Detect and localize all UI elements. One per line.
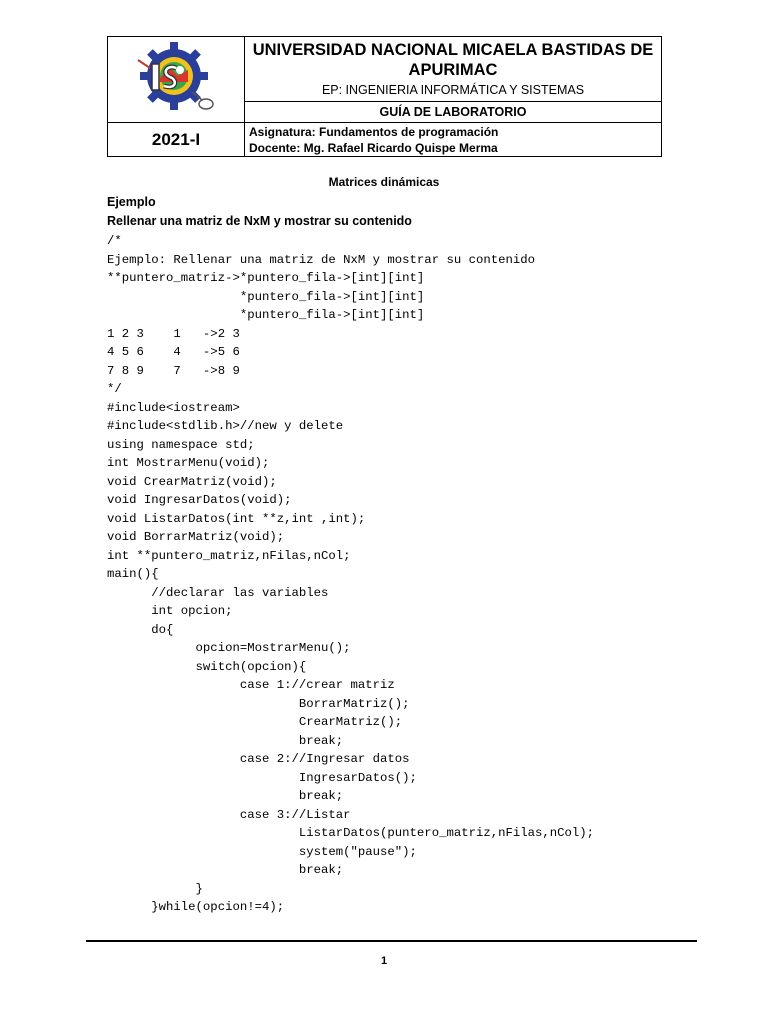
- code-line: void CrearMatriz(void);: [107, 474, 277, 489]
- university-name: UNIVERSIDAD NACIONAL MICAELA BASTIDAS DE APURIMAC: [252, 41, 654, 79]
- document-title: Matrices dinámicas: [328, 175, 440, 189]
- document-header-table: [107, 36, 662, 157]
- code-line: break;: [107, 863, 344, 877]
- code-line: #include<stdlib.h>//new y delete: [107, 419, 344, 433]
- code-line: system("pause");: [107, 844, 417, 859]
- code-line: 1 2 3 1 ->2 3: [107, 326, 240, 341]
- footer-divider: [86, 940, 697, 942]
- code-line: *puntero_fila->[int][int]: [107, 308, 425, 322]
- code-line: BorrarMatriz();: [107, 696, 410, 711]
- faculty-name: EP: INGENIERIA INFORMÁTICA Y SISTEMAS: [321, 83, 585, 97]
- code-line: CrearMatriz();: [107, 715, 403, 729]
- code-line: using namespace std;: [107, 437, 255, 452]
- code-line: IngresarDatos();: [107, 770, 417, 785]
- guide-title: GUÍA DE LABORATORIO: [245, 102, 662, 123]
- code-line: void IngresarDatos(void);: [107, 493, 292, 507]
- code-line: }while(opcion!=4);: [107, 900, 285, 914]
- code-line: switch(opcion){: [107, 659, 307, 674]
- code-line: void ListarDatos(int **z,int ,int);: [107, 511, 366, 526]
- code-line: int opcion;: [107, 604, 233, 618]
- logo-cell: [108, 37, 245, 123]
- code-line: */: [107, 382, 122, 396]
- code-line: Ejemplo: Rellenar una matriz de NxM y mostrar su contenido: [107, 252, 536, 267]
- code-line: int MostrarMenu(void);: [107, 456, 270, 470]
- code-line: opcion=MostrarMenu();: [107, 641, 351, 655]
- university-gear-logo-icon: [130, 40, 222, 114]
- university-title-cell: [245, 37, 662, 102]
- code-line: }: [107, 881, 203, 896]
- code-line: /*: [107, 234, 122, 248]
- code-line: ListarDatos(puntero_matriz,nFilas,nCol);: [107, 826, 595, 840]
- code-line: main(){: [107, 567, 159, 581]
- section-label: Ejemplo: [107, 195, 156, 209]
- code-line: 7 8 9 7 ->8 9: [107, 363, 240, 378]
- code-listing: [107, 232, 594, 917]
- code-line: do{: [107, 622, 174, 637]
- code-line: case 3://Listar: [107, 807, 351, 822]
- code-line: #include<iostream>: [107, 400, 240, 415]
- academic-term: 2021-I: [108, 123, 245, 157]
- code-line: **puntero_matriz->*puntero_fila->[int][int]: [107, 271, 425, 285]
- code-line: case 2://Ingresar datos: [107, 752, 410, 766]
- code-line: //declarar las variables: [107, 585, 329, 600]
- teacher-line: Docente: Mg. Rafael Ricardo Quispe Merma: [249, 140, 498, 155]
- page-number: 1: [380, 955, 388, 967]
- code-line: *puntero_fila->[int][int]: [107, 289, 425, 304]
- code-line: int **puntero_matriz,nFilas,nCol;: [107, 548, 351, 563]
- subject-line: Asignatura: Fundamentos de programación: [249, 124, 499, 139]
- code-line: case 1://crear matriz: [107, 678, 395, 692]
- code-line: break;: [107, 789, 344, 803]
- code-line: break;: [107, 733, 344, 748]
- code-line: 4 5 6 4 ->5 6: [107, 345, 240, 359]
- course-info-cell: [245, 123, 662, 157]
- code-line: void BorrarMatriz(void);: [107, 530, 285, 544]
- example-subtitle: Rellenar una matriz de NxM y mostrar su contenido: [107, 214, 412, 228]
